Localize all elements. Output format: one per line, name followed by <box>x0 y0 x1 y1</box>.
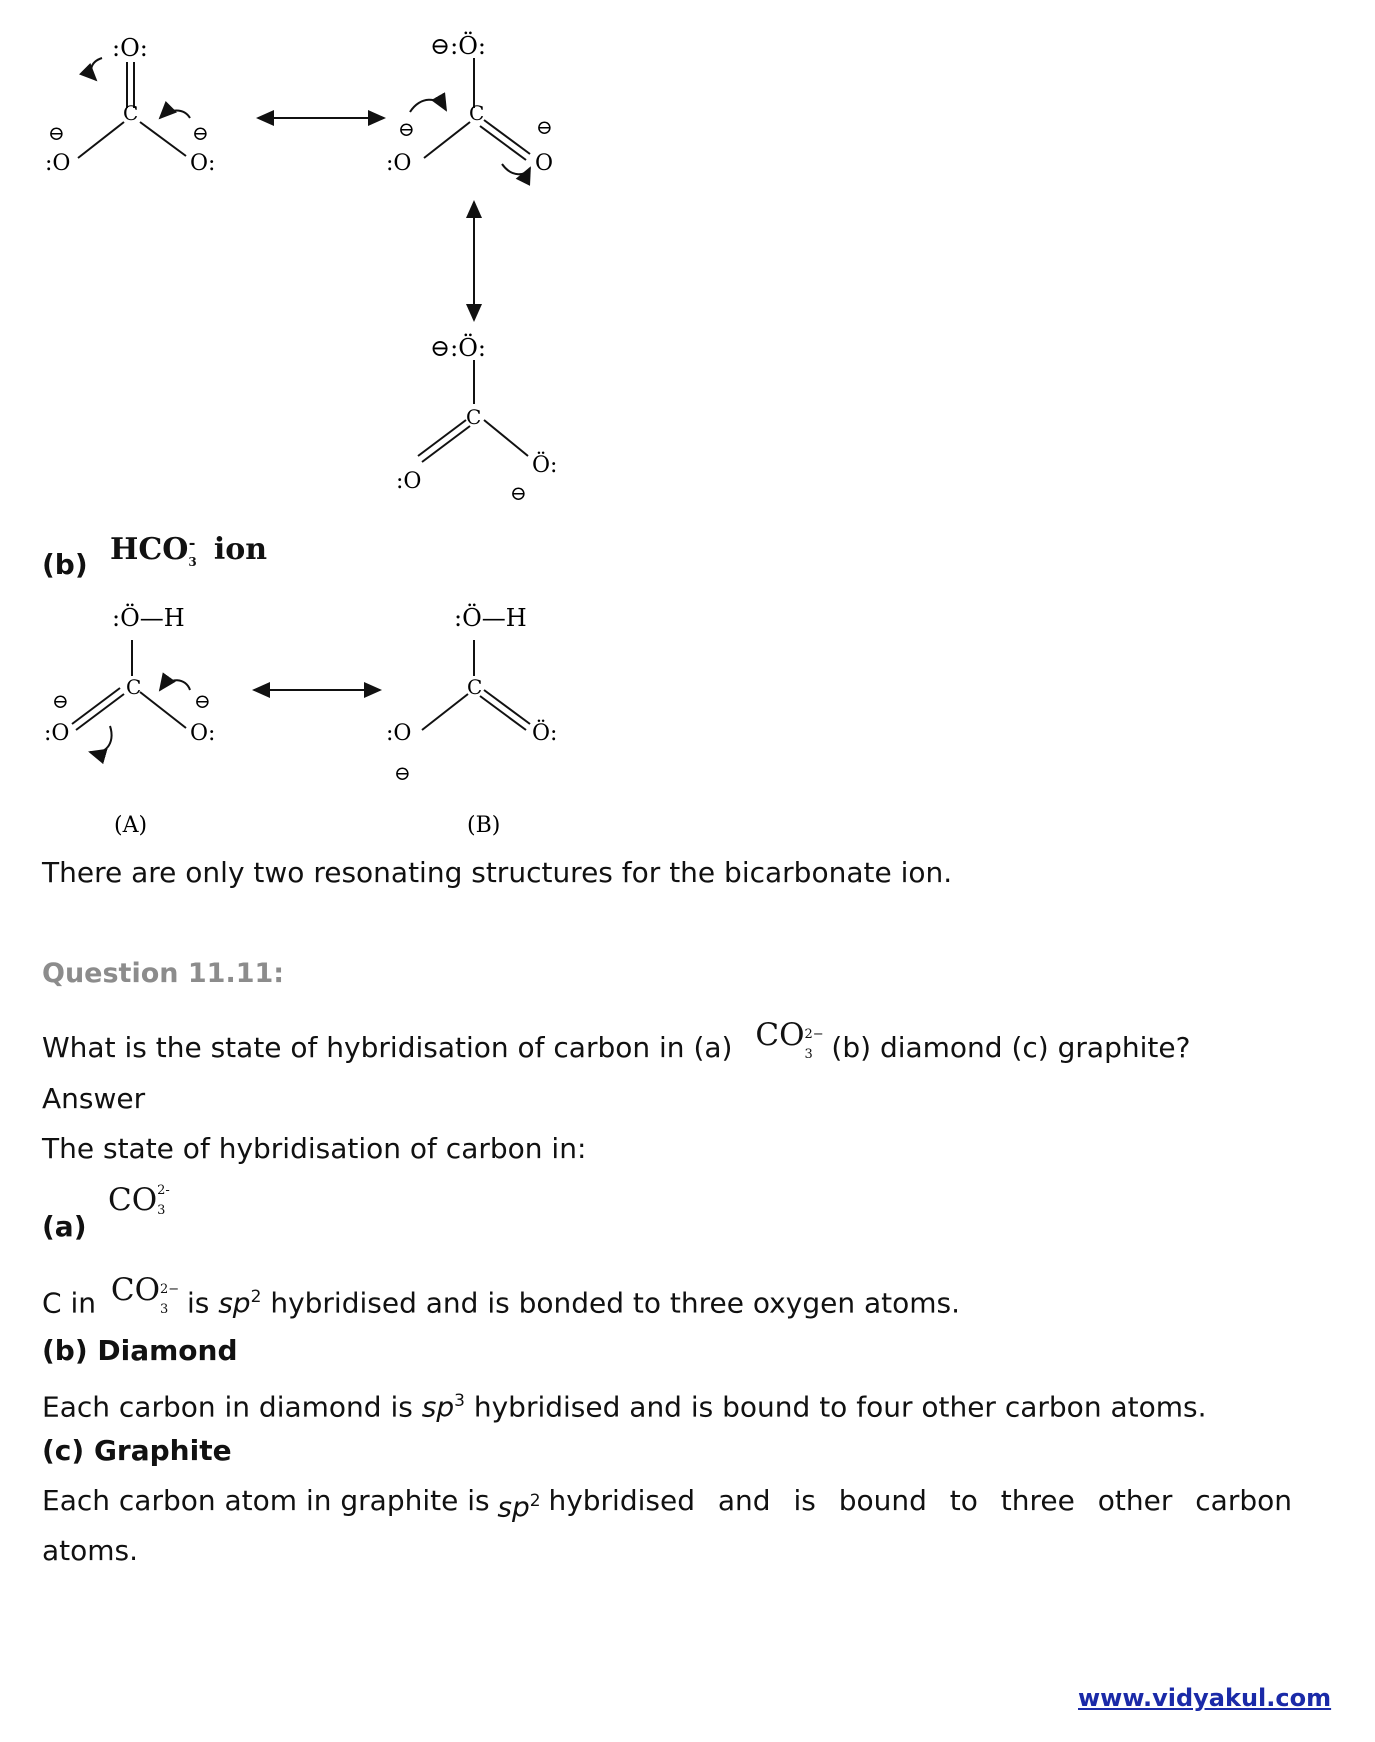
answer-c-hybrid-power: 2 <box>529 1491 541 1511</box>
answer-c-text <box>42 1484 1292 1524</box>
question-text-before: What is the state of hybridisation of carbon in (a) <box>42 1031 733 1064</box>
question-formula-sub: 3 <box>804 1047 813 1062</box>
answer-b-heading: (b) Diamond <box>42 1334 238 1367</box>
answer-a-hybrid-power: 2 <box>250 1287 262 1307</box>
c1-top-oxygen: :O: <box>112 34 148 62</box>
answer-a-formula-sup: 2- <box>157 1183 170 1198</box>
footer-link[interactable]: www.vidyakul.com <box>1078 1684 1332 1712</box>
answer-a-inline-formula <box>110 1272 180 1318</box>
c3-right-oxygen: Ö: <box>532 453 558 478</box>
bb-left-oxygen: :O <box>386 721 412 746</box>
ion-word: ion <box>213 532 268 567</box>
answer-a-text-mid: is <box>186 1286 210 1320</box>
question-title: Question 11.11: <box>42 958 285 989</box>
c2-left-oxygen: :O <box>386 151 412 176</box>
ion-charge: - <box>188 533 196 552</box>
section-b-label: (b) <box>42 548 88 581</box>
answer-c-text-suffix: hybridised and is bound to three other carbon <box>548 1484 1292 1517</box>
answer-a-text <box>42 1272 960 1320</box>
answer-b-text-prefix: Each carbon in diamond is <box>42 1390 413 1424</box>
answer-a-text-prefix: C in <box>42 1286 96 1320</box>
resonance-diagram <box>0 0 1375 860</box>
ba-carbon: C <box>126 675 142 699</box>
answer-label: Answer <box>42 1082 146 1115</box>
c1-right-minus: ⊖ <box>192 121 209 145</box>
c2-top-oxygen: ⊖:Ö: <box>430 32 486 60</box>
c2-carbon: C <box>469 101 485 125</box>
answer-a-text-suffix: hybridised and is bonded to three oxygen atoms. <box>270 1286 960 1320</box>
ba-left-oxygen: :O <box>44 721 70 746</box>
answer-a-label: (a) <box>42 1210 87 1243</box>
answer-b-text <box>42 1384 1207 1424</box>
bicarbonate-note: There are only two resonating structures for the bicarbonate ion. <box>42 856 953 889</box>
answer-a-hybrid: sp <box>218 1286 251 1320</box>
ba-right-minus: ⊖ <box>194 689 211 713</box>
answer-c-word-group-1: Each carbon atom in graphite is <box>42 1484 490 1517</box>
bb-right-oxygen: Ö: <box>532 721 558 746</box>
c2-right-oxygen: O <box>535 151 554 176</box>
answer-c-hybrid: sp <box>497 1490 530 1524</box>
structure-label-a: (A) <box>114 813 148 838</box>
ba-left-minus: ⊖ <box>52 689 69 713</box>
ba-right-oxygen: O: <box>190 721 216 746</box>
c1-left-oxygen: :O <box>45 151 71 176</box>
c3-right-minus: ⊖ <box>510 481 527 505</box>
c2-right-minus: ⊖ <box>536 115 553 139</box>
answer-a-formula <box>108 1182 169 1218</box>
ion-formula: HCO <box>110 532 189 567</box>
answer-a-inline-formula-sup: 2− <box>160 1282 180 1298</box>
answer-c-text-line2: atoms. <box>42 1534 139 1567</box>
answer-b-hybrid-power: 3 <box>454 1391 465 1411</box>
ba-top-group: :Ö—H <box>112 604 185 632</box>
question-formula <box>755 1017 824 1062</box>
bb-carbon: C <box>467 675 483 699</box>
ion-subscript: 3 <box>188 555 197 569</box>
question-text-after: (b) diamond (c) graphite? <box>831 1031 1191 1064</box>
c1-left-minus: ⊖ <box>48 121 65 145</box>
question-text <box>42 1017 1191 1065</box>
answer-a-inline-formula-sub: 3 <box>160 1302 169 1318</box>
answer-intro: The state of hybridisation of carbon in: <box>42 1132 587 1165</box>
c2-left-minus: ⊖ <box>398 117 415 141</box>
structure-label-b: (B) <box>467 813 501 838</box>
bb-top-group: :Ö—H <box>454 604 527 632</box>
answer-b-text-suffix: hybridised and is bound to four other carbon atoms. <box>473 1390 1207 1424</box>
c3-carbon: C <box>466 405 482 429</box>
question-formula-sup: 2− <box>804 1027 824 1042</box>
answer-a-formula-base: CO <box>108 1182 158 1218</box>
c1-carbon: C <box>123 101 139 125</box>
question-formula-base: CO <box>755 1017 805 1053</box>
bb-left-minus: ⊖ <box>394 761 411 785</box>
c3-top-oxygen: ⊖:Ö: <box>430 334 486 362</box>
answer-a-formula-sub: 3 <box>157 1203 166 1218</box>
answer-c-heading: (c) Graphite <box>42 1434 232 1467</box>
section-b-ion-heading <box>110 532 267 569</box>
c3-left-oxygen: :O <box>396 469 422 494</box>
answer-c-hybrid-wrap <box>497 1484 540 1524</box>
c1-right-oxygen: O: <box>190 151 216 176</box>
answer-b-hybrid: sp <box>421 1390 455 1424</box>
answer-a-inline-formula-base: CO <box>110 1272 161 1309</box>
